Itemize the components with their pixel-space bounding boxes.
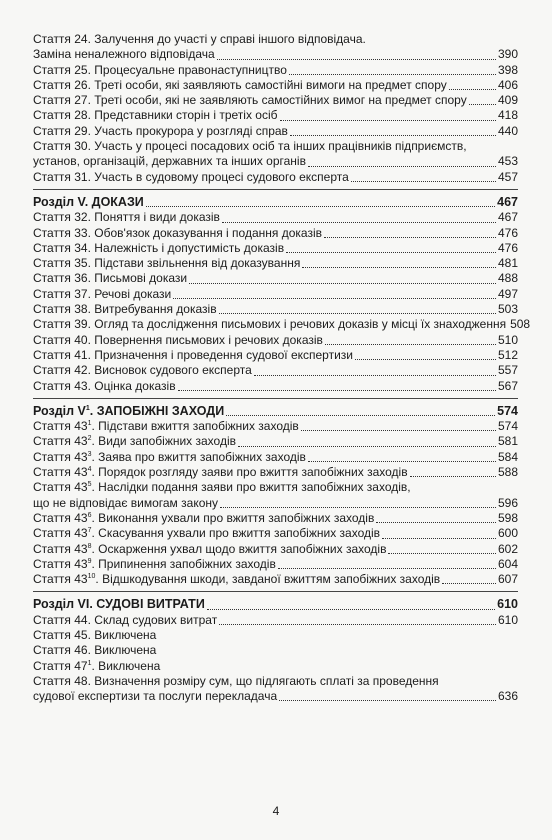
toc-page-number: 457	[497, 169, 518, 184]
toc-entry-title: Стаття 26. Треті особи, які заявляють самостійні вимоги на предмет спору	[33, 77, 447, 92]
toc-entry	[33, 256, 518, 271]
toc-entry	[33, 572, 518, 587]
toc-page-number: 584	[497, 449, 518, 464]
dot-leader	[325, 343, 496, 345]
toc-entry-text	[33, 628, 518, 643]
dot-leader	[290, 134, 496, 136]
toc-entry	[33, 154, 518, 169]
toc-entry-title: установ, організацій, державних та інших органів	[33, 154, 306, 169]
toc-entry	[33, 379, 518, 394]
dot-leader	[355, 358, 496, 360]
toc-entry	[33, 689, 518, 704]
toc-entry-title: Стаття 33. Обов'язок доказування і подання доказів	[33, 225, 322, 240]
toc-entry-text	[33, 480, 518, 495]
toc-entry-title: Стаття 41. Призначення і проведення судової експертизи	[33, 347, 353, 362]
dot-leader	[238, 445, 496, 447]
dot-leader	[207, 608, 495, 610]
toc-page-number: 596	[497, 495, 518, 510]
toc-page-number: 581	[497, 434, 518, 449]
dot-leader	[469, 103, 496, 105]
toc-page-number: 398	[497, 62, 518, 77]
toc-entry-text	[33, 659, 518, 674]
dot-leader	[189, 282, 496, 284]
toc-entry	[33, 93, 518, 108]
toc-entry-title: Розділ V. ДОКАЗИ	[33, 194, 144, 209]
toc-page-number: 406	[497, 77, 518, 92]
section-divider	[33, 398, 518, 399]
dot-leader	[226, 414, 495, 416]
toc-entry-title: Стаття 44. Склад судових витрат	[33, 612, 218, 627]
toc-section-heading	[33, 195, 518, 210]
toc-page-number: 476	[497, 240, 518, 255]
toc-page-number: 481	[497, 256, 518, 271]
toc-page-number: 604	[497, 556, 518, 571]
toc-entry-title: Стаття 37. Речові докази	[33, 286, 172, 301]
toc-page-number: 440	[497, 123, 518, 138]
toc-entry-title: Стаття 45. Виключена	[33, 627, 157, 642]
toc-entry	[33, 419, 518, 434]
toc-entry-title: Стаття $43^3$. Заява про вжиття запобіжних заходів	[33, 449, 306, 464]
toc-entry	[33, 526, 518, 541]
toc-page-number: 557	[497, 363, 518, 378]
toc-entry-title: Стаття 35. Підстави звільнення від доказування	[33, 256, 301, 271]
toc-page-number: 508	[510, 317, 531, 332]
toc-entry	[33, 333, 518, 348]
toc-entry	[33, 465, 518, 480]
toc-entry-text	[33, 674, 518, 689]
dot-leader	[286, 251, 496, 253]
toc-entry	[33, 210, 518, 225]
section-divider	[33, 591, 518, 592]
table-of-contents	[33, 32, 531, 704]
dot-leader	[280, 119, 496, 121]
toc-entry	[33, 317, 531, 332]
toc-entry-title: Стаття 27. Треті особи, які не заявляють самостійних вимог на предмет спору	[33, 93, 467, 108]
toc-entry	[33, 226, 518, 241]
toc-page-number: 636	[497, 689, 518, 704]
page-number: 4	[272, 804, 280, 818]
toc-entry	[33, 542, 518, 557]
dot-leader	[146, 205, 495, 207]
toc-entry	[33, 557, 518, 572]
toc-entry-title: Розділ $V^1$. ЗАПОБІЖНІ ЗАХОДИ	[33, 403, 225, 418]
dot-leader	[220, 506, 496, 508]
toc-entry-title: Стаття $47^1$. Виключена	[33, 658, 161, 673]
toc-page-number: 567	[497, 378, 518, 393]
toc-page-number: 588	[497, 465, 518, 480]
dot-leader	[301, 429, 496, 431]
toc-page-number: 488	[497, 271, 518, 286]
toc-page-number: 598	[497, 510, 518, 525]
toc-entry-title: що не відповідає вимогам закону	[33, 495, 219, 510]
dot-leader	[278, 567, 496, 569]
toc-page-number: 607	[497, 572, 518, 587]
toc-entry	[33, 496, 518, 511]
toc-page-number: 497	[497, 286, 518, 301]
toc-entry	[33, 47, 518, 62]
toc-entry-title: Стаття 29. Участь прокурора у розгляді справ	[33, 123, 288, 138]
toc-entry-title: Заміна неналежного відповідача	[33, 47, 215, 62]
toc-entry	[33, 511, 518, 526]
toc-entry-title: Стаття 25. Процесуальне правонаступництво	[33, 62, 287, 77]
dot-leader	[308, 165, 496, 167]
toc-entry-title: Стаття 39. Огляд та дослідження письмових і речових доказів у місці їх знаходження	[33, 317, 507, 332]
toc-entry-title: Стаття $43^1$. Підстави вжиття запобіжних заходів	[33, 419, 299, 434]
toc-entry	[33, 363, 518, 378]
toc-page-number: 610	[497, 612, 518, 627]
toc-entry	[33, 63, 518, 78]
section-divider	[33, 189, 518, 190]
toc-page-number: 453	[497, 154, 518, 169]
toc-entry-title: Стаття $43^2$. Види запобіжних заходів	[33, 434, 237, 449]
toc-entry	[33, 302, 518, 317]
dot-leader	[254, 374, 496, 376]
toc-entry-text	[33, 32, 518, 47]
toc-entry	[33, 271, 518, 286]
toc-entry-title: Стаття 31. Участь в судовому процесі судового експерта	[33, 169, 349, 184]
toc-entry-text	[33, 139, 518, 154]
toc-entry-title: Стаття $43^5$. Наслідки подання заяви про вжиття запобіжних заходів,	[33, 480, 411, 495]
toc-entry-title: Стаття 43. Оцінка доказів	[33, 378, 176, 393]
toc-section-heading	[33, 597, 518, 612]
dot-leader	[173, 297, 496, 299]
toc-entry-title: Стаття 38. Витребування доказів	[33, 302, 217, 317]
toc-entry	[33, 348, 518, 363]
toc-entry	[33, 434, 518, 449]
dot-leader	[289, 73, 496, 75]
toc-section-heading	[33, 404, 518, 419]
toc-page-number: 390	[497, 47, 518, 62]
toc-page-number: 409	[497, 93, 518, 108]
toc-entry-title: Стаття 36. Письмові докази	[33, 271, 188, 286]
dot-leader	[222, 221, 496, 223]
toc-entry	[33, 170, 518, 185]
toc-entry-title: Стаття $43^9$. Припинення запобіжних заходів	[33, 556, 276, 571]
toc-page-number: 503	[497, 302, 518, 317]
dot-leader	[382, 537, 496, 539]
toc-entry-title: Стаття $43^6$. Виконання ухвали про вжиття запобіжних заходів	[33, 510, 375, 525]
toc-entry	[33, 78, 518, 93]
dot-leader	[302, 266, 496, 268]
dot-leader	[442, 582, 496, 584]
dot-leader	[324, 236, 496, 238]
toc-page-number: 512	[497, 347, 518, 362]
toc-entry-title: судової експертизи та послуги перекладача	[33, 689, 278, 704]
toc-page-number: 574	[497, 419, 518, 434]
toc-page-number: 467	[497, 194, 518, 209]
toc-entry-title: Стаття 40. Повернення письмових і речових доказів	[33, 332, 323, 347]
dot-leader	[449, 88, 496, 90]
toc-entry-title: Стаття 30. Участь у процесі посадових осіб та інших працівників підприємств,	[33, 139, 467, 154]
toc-entry	[33, 124, 518, 139]
toc-entry-title: Стаття 46. Виключена	[33, 643, 157, 658]
toc-page-number: 610	[497, 597, 518, 612]
dot-leader	[178, 389, 496, 391]
dot-leader	[219, 312, 496, 314]
toc-entry-title: Стаття 28. Представники сторін і третіх осіб	[33, 108, 278, 123]
toc-entry-title: Стаття $43^7$. Скасування ухвали про вжиття запобіжних заходів	[33, 526, 381, 541]
dot-leader	[351, 180, 496, 182]
dot-leader	[376, 521, 496, 523]
toc-page-number: 476	[497, 225, 518, 240]
toc-entry-title: Стаття 48. Визначення розміру сум, що підлягають сплаті за проведення	[33, 673, 439, 688]
toc-entry-text	[33, 643, 518, 658]
toc-page-number: 418	[497, 108, 518, 123]
toc-entry-title: Стаття 32. Поняття і види доказів	[33, 210, 220, 225]
toc-page-number: 574	[497, 403, 518, 418]
toc-entry-title: Стаття 24. Залучення до участі у справі іншого відповідача.	[33, 32, 366, 46]
toc-entry	[33, 108, 518, 123]
dot-leader	[279, 699, 496, 701]
toc-page-number: 467	[497, 210, 518, 225]
dot-leader	[219, 623, 496, 625]
dot-leader	[410, 475, 496, 477]
toc-entry-title: Стаття 34. Належність і допустимість доказів	[33, 240, 285, 255]
dot-leader	[308, 460, 496, 462]
dot-leader	[388, 552, 496, 554]
toc-entry-title: Стаття $43^4$. Порядок розгляду заяви про вжиття запобіжних заходів	[33, 465, 408, 480]
dot-leader	[217, 58, 496, 60]
toc-entry	[33, 450, 518, 465]
toc-entry-title: Стаття 42. Висновок судового експерта	[33, 363, 252, 378]
toc-entry	[33, 287, 518, 302]
toc-entry-title: Стаття $43^{10}$. Відшкодування шкоди, завданої вжиттям запобіжних заходів	[33, 572, 441, 587]
toc-entry	[33, 241, 518, 256]
toc-page-number: 602	[497, 541, 518, 556]
toc-entry-title: Розділ VI. СУДОВІ ВИТРАТИ	[33, 597, 205, 612]
toc-page-number: 600	[497, 526, 518, 541]
toc-entry-title: Стаття $43^8$. Оскарження ухвал щодо вжиття запобіжних заходів	[33, 541, 387, 556]
toc-page-number: 510	[497, 332, 518, 347]
toc-entry	[33, 613, 518, 628]
